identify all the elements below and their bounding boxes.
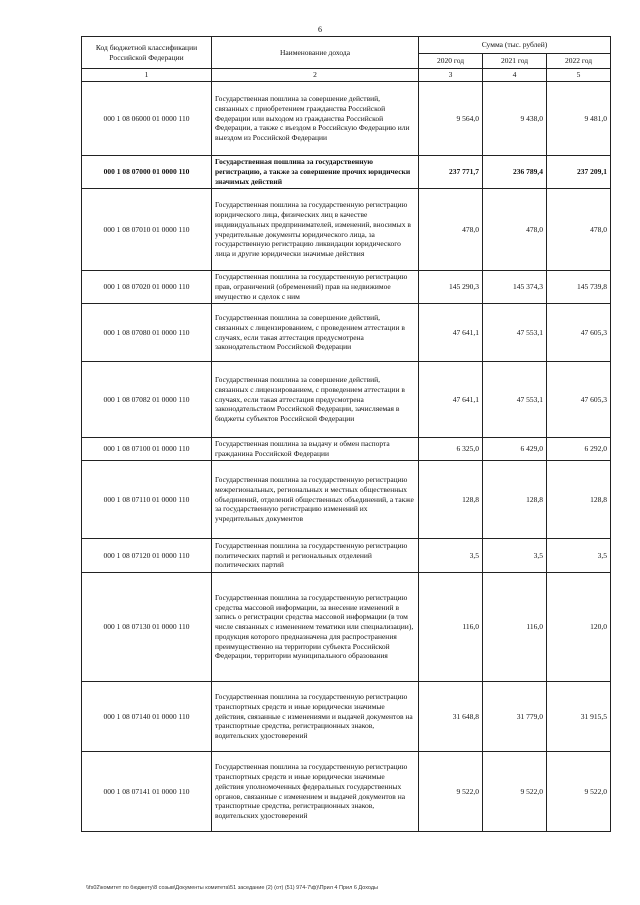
header-row (82, 37, 611, 54)
page-number: 6 (318, 25, 322, 34)
budget-income-table (81, 36, 611, 832)
table-row (82, 304, 611, 362)
row-code: 000 1 08 07080 01 0000 110 (82, 304, 212, 362)
row-value-2020: 145 290,3 (419, 271, 483, 304)
row-value-2020: 116,0 (419, 573, 483, 682)
row-value-2021: 116,0 (483, 573, 547, 682)
row-value-2020: 6 325,0 (419, 438, 483, 461)
table-row (82, 573, 611, 682)
row-value-2021: 236 789,4 (483, 156, 547, 189)
row-value-2022: 6 292,0 (547, 438, 611, 461)
row-code: 000 1 08 07100 01 0000 110 (82, 438, 212, 461)
row-code: 000 1 08 07130 01 0000 110 (82, 573, 212, 682)
row-code: 000 1 08 07010 01 0000 110 (82, 189, 212, 271)
table-row (82, 82, 611, 156)
row-code: 000 1 08 07110 01 0000 110 (82, 461, 212, 539)
row-name: Государственная пошлина за государственную регистрацию, а также за совершение прочих юридически значимых действий (212, 156, 419, 189)
row-code: 000 1 08 07120 01 0000 110 (82, 539, 212, 573)
table-row (82, 461, 611, 539)
column-number-row (82, 69, 611, 82)
row-code: 000 1 08 07020 01 0000 110 (82, 271, 212, 304)
table-row (82, 438, 611, 461)
row-value-2022: 31 915,5 (547, 682, 611, 752)
row-value-2020: 9 522,0 (419, 752, 483, 832)
row-value-2022: 145 739,8 (547, 271, 611, 304)
header-sum: Сумма (тыс. рублей) (419, 37, 611, 54)
row-name: Государственная пошлина за государственную регистрацию межрегиональных, региональных и местных общественных объединений, отделений общественных объединений, а также за государственную регистрацию изменений их учредительных документов (212, 461, 419, 539)
row-value-2021: 31 779,0 (483, 682, 547, 752)
row-name: Государственная пошлина за выдачу и обмен паспорта гражданина Российской Федерации (212, 438, 419, 461)
header-year-2022: 2022 год (547, 54, 611, 69)
row-name: Государственная пошлина за совершение действий, связанных с лицензированием, с проведением аттестации в случаях, если такая аттестация предусмотрена законодательством Российской Федерации, зачисляемая в бюджеты субъектов Российской Федерации (212, 362, 419, 438)
row-value-2020: 3,5 (419, 539, 483, 573)
row-value-2020: 478,0 (419, 189, 483, 271)
row-value-2021: 47 553,1 (483, 362, 547, 438)
row-name: Государственная пошлина за государственную регистрацию юридического лица, физических лиц в качестве индивидуальных предпринимателей, изменений, вносимых в учредительные документы юридического лица, за государственную регистрацию ликвидации юридического лица и другие юридически значимые действия (212, 189, 419, 271)
table-row (82, 271, 611, 304)
row-value-2020: 128,8 (419, 461, 483, 539)
row-code: 000 1 08 07000 01 0000 110 (82, 156, 212, 189)
header-year-2020: 2020 год (419, 54, 483, 69)
row-value-2020: 31 648,8 (419, 682, 483, 752)
table-row (82, 362, 611, 438)
table-row (82, 156, 611, 189)
row-value-2020: 47 641,1 (419, 362, 483, 438)
table-row (82, 189, 611, 271)
row-value-2022: 237 209,1 (547, 156, 611, 189)
row-value-2021: 47 553,1 (483, 304, 547, 362)
row-code: 000 1 08 07082 01 0000 110 (82, 362, 212, 438)
row-name: Государственная пошлина за совершение действий, связанных с приобретением гражданства Российской Федерации или выходом из гражданства Российской Федерации, а также с въездом в Российскую Федерацию или выездом из Российской Федерации (212, 82, 419, 156)
table-row (82, 539, 611, 573)
col-number-4: 4 (483, 69, 547, 82)
row-value-2022: 9 522,0 (547, 752, 611, 832)
row-value-2022: 120,0 (547, 573, 611, 682)
row-value-2021: 128,8 (483, 461, 547, 539)
row-value-2022: 3,5 (547, 539, 611, 573)
row-value-2022: 9 481,0 (547, 82, 611, 156)
row-value-2022: 478,0 (547, 189, 611, 271)
row-name: Государственная пошлина за государственную регистрацию транспортных средств и иные юридически значимые действия, связанные с изменениями и выдачей документов на транспортные средства, регистрационных знаков, водительских удостоверений (212, 682, 419, 752)
row-value-2021: 3,5 (483, 539, 547, 573)
col-number-3: 3 (419, 69, 483, 82)
row-name: Государственная пошлина за государственную регистрацию прав, ограничений (обременений) прав на недвижимое имущество и сделок с ним (212, 271, 419, 304)
table-body (82, 82, 611, 832)
row-code: 000 1 08 07140 01 0000 110 (82, 682, 212, 752)
row-name: Государственная пошлина за государственную регистрацию политических партий и региональных отделений политических партий (212, 539, 419, 573)
header-year-2021: 2021 год (483, 54, 547, 69)
row-value-2020: 237 771,7 (419, 156, 483, 189)
row-value-2021: 145 374,3 (483, 271, 547, 304)
row-value-2020: 47 641,1 (419, 304, 483, 362)
row-value-2021: 9 438,0 (483, 82, 547, 156)
row-code: 000 1 08 07141 01 0000 110 (82, 752, 212, 832)
col-number-1: 1 (82, 69, 212, 82)
row-value-2021: 478,0 (483, 189, 547, 271)
table-row (82, 682, 611, 752)
col-number-2: 2 (212, 69, 419, 82)
col-number-5: 5 (547, 69, 611, 82)
row-value-2022: 128,8 (547, 461, 611, 539)
row-name: Государственная пошлина за совершение действий, связанных с лицензированием, с проведением аттестации в случаях, если такая аттестация предусмотрена законодательством Российской Федерации (212, 304, 419, 362)
row-value-2021: 9 522,0 (483, 752, 547, 832)
header-name: Наименование дохода (212, 37, 419, 69)
row-value-2021: 6 429,0 (483, 438, 547, 461)
footer-file-path: \\fs02\комитет по бюджету\8 созыв\Документы комитета\51 заседание (2) (от) (51) 974-7\ф)\Прил 4 Прил 6 Доходы (86, 885, 378, 891)
header-code: Код бюджетной классификации Российской Федерации (82, 37, 212, 69)
table-row (82, 752, 611, 832)
row-value-2022: 47 605,3 (547, 304, 611, 362)
row-code: 000 1 08 06000 01 0000 110 (82, 82, 212, 156)
row-value-2020: 9 564,0 (419, 82, 483, 156)
row-name: Государственная пошлина за государственную регистрацию транспортных средств и иные юридически значимые действия уполномоченных федеральных государственных органов, связанные с изменением и выдачей документов на транспортные средства, регистрационных знаков, водительских удостоверений (212, 752, 419, 832)
row-value-2022: 47 605,3 (547, 362, 611, 438)
row-name: Государственная пошлина за государственную регистрацию средства массовой информации, за внесение изменений в запись о регистрации средства массовой информации (в том числе связанных с изменением тематики или специализации), продукция которого предназначена для распространения преимущественно на территории субъекта Российской Федерации, территории муниципального образования (212, 573, 419, 682)
